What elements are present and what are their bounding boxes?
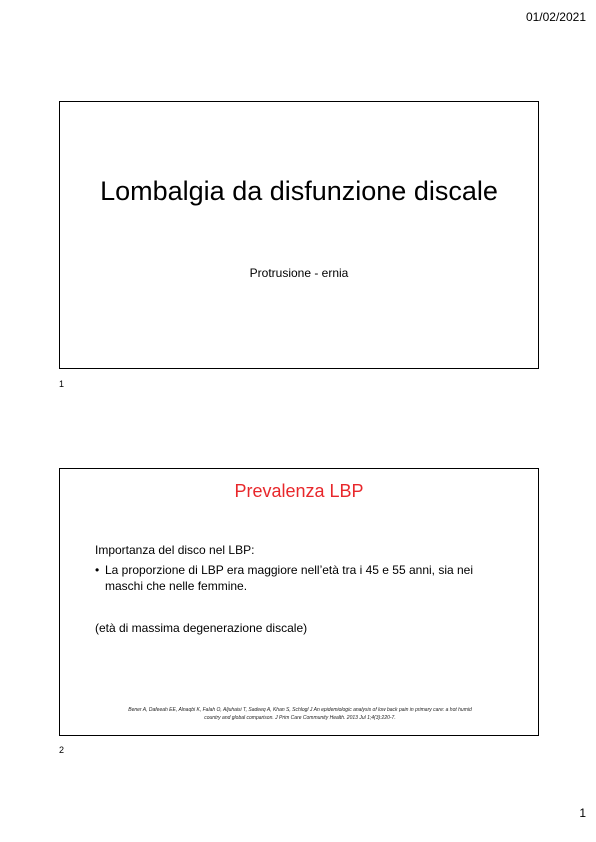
slide-2-reference: Bener A, Dafeeah EE, Alnaqbi K, Falah O, Aljuhaisi T, Sadeeq A, Khan S, Schlogl J An epidemiologic analysis of low back pain in primary care: a hot humid country and global comparison. J Prim Care Community Health. 2013 Jul 1;4(3):220-7.	[128, 707, 472, 721]
slide-2-title: Prevalenza LBP	[234, 481, 364, 501]
slide-1-number: 1	[59, 379, 65, 389]
slide-1-title: Lombalgia da disfunzione discale	[100, 176, 498, 206]
page-number: 1	[579, 806, 586, 820]
slide-2-bullet-list	[95, 562, 505, 594]
slide-2-intro: Importanza del disco nel LBP:	[95, 543, 255, 557]
slide-1	[59, 101, 539, 369]
header-date: 01/02/2021	[525, 10, 586, 24]
slide-2	[59, 468, 539, 736]
bullet-item: • La proporzione di LBP era maggiore nell’età tra i 45 e 55 anni, sia nei maschi che nelle femmine.	[95, 562, 505, 594]
slide-1-subtitle: Protrusione - ernia	[249, 266, 349, 280]
slide-2-number: 2	[59, 745, 65, 755]
slide-2-note: (età di massima degenerazione discale)	[95, 621, 308, 635]
